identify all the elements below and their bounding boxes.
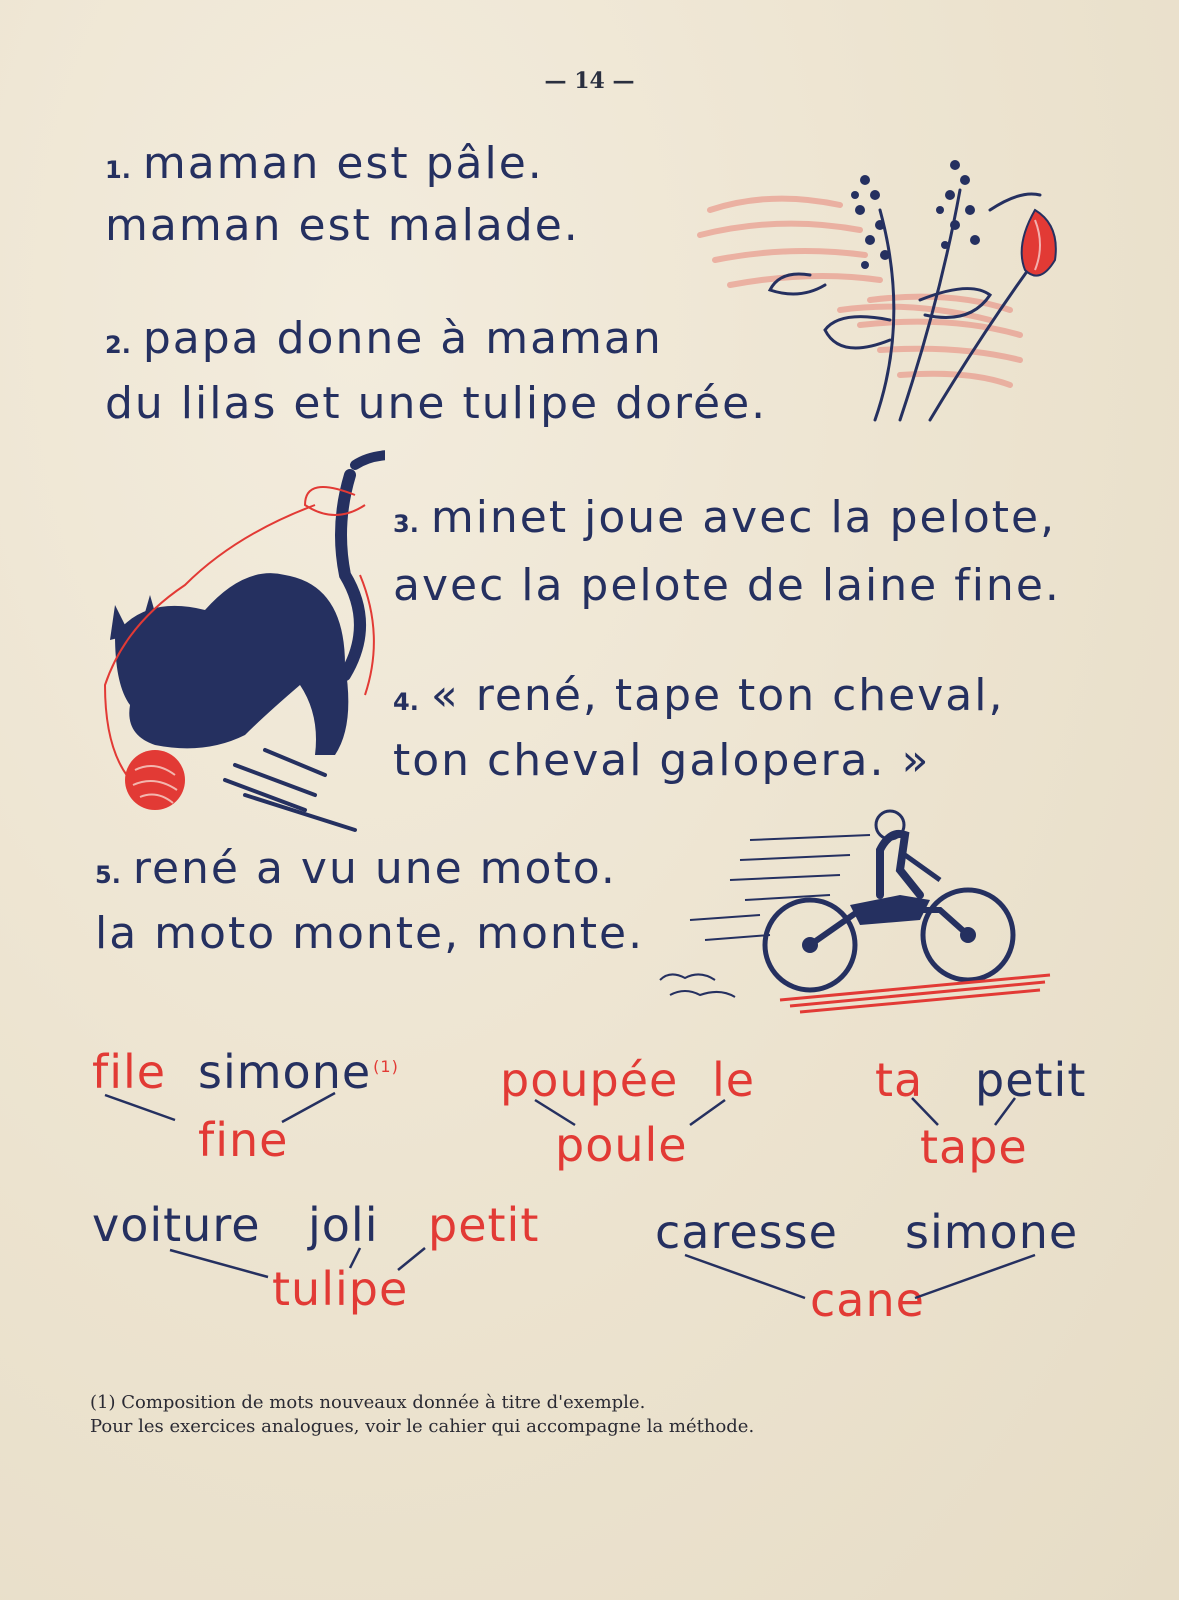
- group-5-result-cane: cane: [810, 1273, 925, 1327]
- group-1-source-simone: simone $^{(1)}$: [198, 1045, 399, 1099]
- sentence-number: 2.: [105, 331, 131, 359]
- sentence-4-line-2: ton cheval galopera. »: [393, 735, 931, 786]
- sentence-number: 1.: [105, 156, 131, 184]
- sentence-2-line-2: du lilas et une tulipe dorée.: [105, 378, 768, 429]
- sentence-4-line-1: 4. « rené, tape ton cheval,: [393, 670, 1005, 721]
- sentence-5-line-2: la moto monte, monte.: [95, 908, 645, 959]
- group-3-result-tape: tape: [920, 1120, 1028, 1174]
- footnote-line-2: Pour les exercices analogues, voir le cahier qui accompagne la méthode.: [90, 1416, 755, 1437]
- sentence-3-line-2: avec la pelote de laine fine.: [393, 560, 1061, 611]
- footnote-line-1: (1) Composition de mots nouveaux donnée à titre d'exemple.: [90, 1392, 646, 1413]
- group-3-source-petit: petit: [975, 1053, 1087, 1107]
- sentence-1-line-2: maman est malade.: [105, 200, 580, 251]
- sentence-number: 3.: [393, 510, 419, 538]
- group-5-source-caresse: caresse: [655, 1205, 838, 1259]
- group-5-source-simone: simone: [905, 1205, 1079, 1259]
- group-3-source-ta: ta: [875, 1053, 924, 1107]
- page-number: — 14 —: [544, 68, 635, 94]
- group-2-result-poule: poule: [555, 1118, 688, 1172]
- group-1-result-fine: fine: [198, 1113, 289, 1167]
- group-4-source-petit: petit: [428, 1198, 540, 1252]
- group-1-source-file: file: [92, 1045, 167, 1099]
- sentence-5-line-1: 5. rené a vu une moto.: [95, 843, 617, 894]
- group-2-source-le: le: [712, 1053, 756, 1107]
- group-4-result-tulipe: tulipe: [272, 1262, 409, 1316]
- group-4-source-voiture: voiture: [92, 1198, 261, 1252]
- sentence-3-line-1: 3. minet joue avec la pelote,: [393, 492, 1057, 543]
- sentence-number: 5.: [95, 861, 121, 889]
- sentence-number: 4.: [393, 688, 419, 716]
- sentence-1-line-1: 1. maman est pâle.: [105, 138, 544, 189]
- group-4-source-joli: joli: [308, 1198, 379, 1252]
- sentence-2-line-1: 2. papa donne à maman: [105, 313, 663, 364]
- group-2-source-poupee: poupée: [500, 1053, 679, 1107]
